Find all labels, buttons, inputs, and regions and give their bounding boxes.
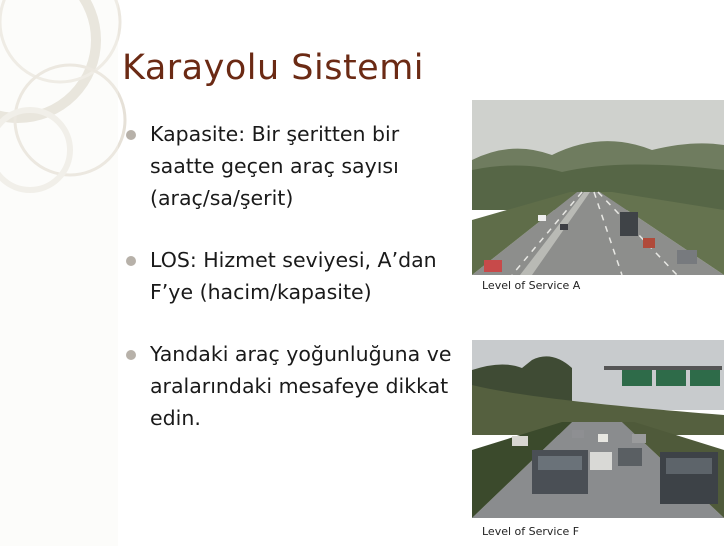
bullet-dot-icon: [126, 130, 136, 140]
caption-los-f: Level of Service F: [482, 525, 580, 538]
bullet-list: [124, 118, 459, 464]
highway-photo-los-f: [472, 340, 724, 518]
bullet-text: Kapasite: Bir şeritten bir saatte geçen araç sayısı (araç/sa/şerit): [150, 122, 400, 210]
bullet-text: LOS: Hizmet seviyesi, A’dan F’ye (hacim/kapasite): [150, 248, 437, 304]
caption-los-a: Level of Service A: [482, 279, 581, 292]
slide-title: Karayolu Sistemi: [122, 48, 425, 88]
bullet-text: Yandaki araç yoğunluğuna ve aralarındaki mesafeye dikkat edin.: [150, 342, 452, 430]
highway-photo-los-a: [472, 100, 724, 275]
bullet-density: [124, 338, 459, 434]
bullet-capacity: [124, 118, 459, 214]
bullet-dot-icon: [126, 350, 136, 360]
highway-light-traffic-image: [472, 100, 724, 275]
highway-congested-image: [472, 340, 724, 518]
bullet-los: [124, 244, 459, 308]
bullet-dot-icon: [126, 256, 136, 266]
